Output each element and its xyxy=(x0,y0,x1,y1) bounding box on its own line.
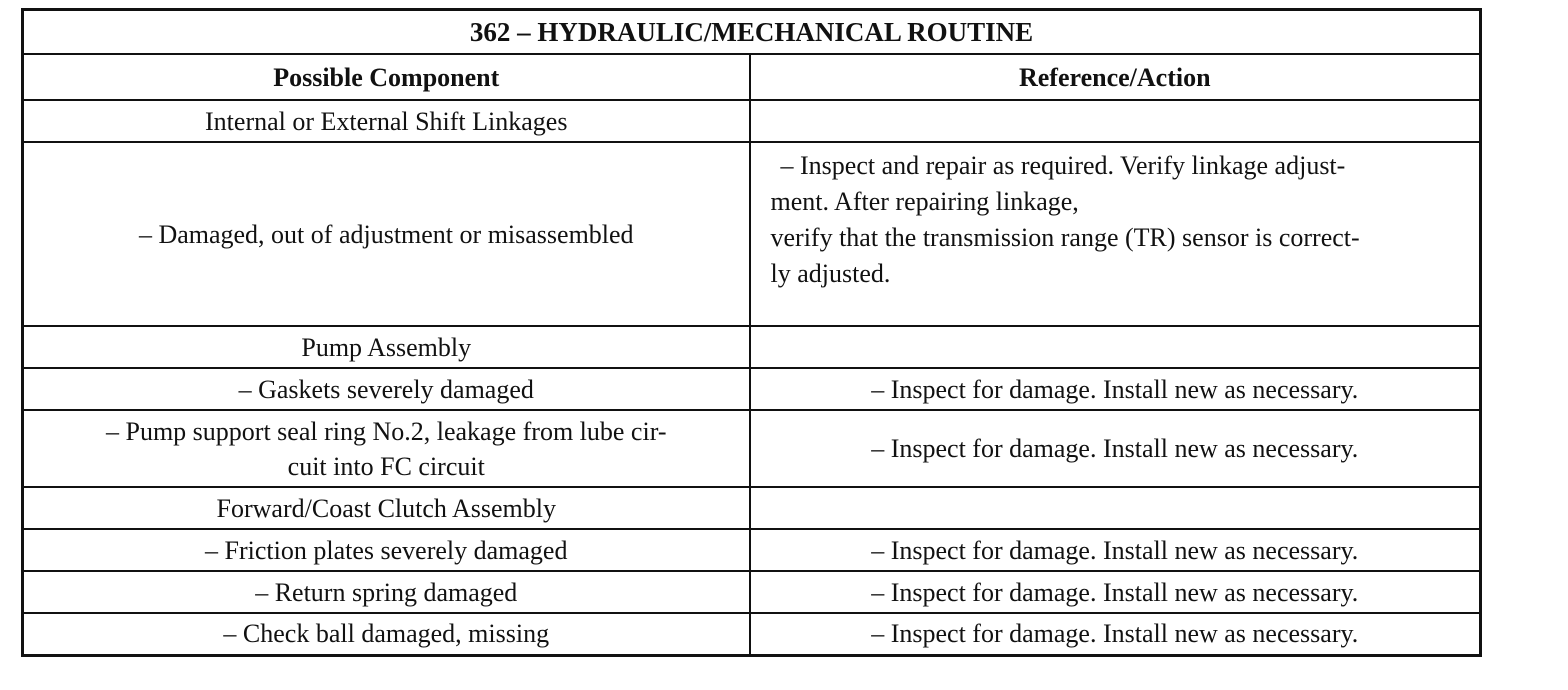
component-cell: – Check ball damaged, missing xyxy=(23,613,750,655)
table-row xyxy=(23,571,1481,613)
table-header-row xyxy=(23,54,1481,100)
action-line: ment. After repairing linkage, xyxy=(770,187,1079,216)
action-cell: – Inspect for damage. Install new as necessary. xyxy=(750,571,1481,613)
header-possible-component: Possible Component xyxy=(23,54,750,100)
component-cell: – Return spring damaged xyxy=(23,571,750,613)
table-row xyxy=(23,529,1481,571)
action-cell: – Inspect for damage. Install new as necessary. xyxy=(750,529,1481,571)
action-cell xyxy=(750,326,1481,368)
action-cell: – Inspect for damage. Install new as necessary. xyxy=(750,410,1481,487)
table-title-row xyxy=(23,10,1481,55)
table-row xyxy=(23,142,1481,326)
table-row xyxy=(23,613,1481,655)
table-row xyxy=(23,100,1481,142)
component-cell: – Damaged, out of adjustment or misassembled xyxy=(23,142,750,326)
component-cell: – Gaskets severely damaged xyxy=(23,368,750,410)
component-cell xyxy=(23,410,750,487)
table-title: 362 – HYDRAULIC/MECHANICAL ROUTINE xyxy=(23,10,1481,55)
action-cell xyxy=(750,100,1481,142)
action-line: ly adjusted. xyxy=(770,259,891,288)
action-cell: – Inspect for damage. Install new as necessary. xyxy=(750,368,1481,410)
action-line: – Inspect and repair as required. Verify linkage adjust- xyxy=(780,151,1346,180)
action-cell xyxy=(750,487,1481,529)
component-cell: Forward/Coast Clutch Assembly xyxy=(23,487,750,529)
header-reference-action: Reference/Action xyxy=(750,54,1481,100)
document-page xyxy=(21,8,1479,657)
table-row xyxy=(23,410,1481,487)
component-line: cuit into FC circuit xyxy=(287,451,485,481)
component-cell: Pump Assembly xyxy=(23,326,750,368)
table-row xyxy=(23,368,1481,410)
action-cell xyxy=(750,142,1481,326)
table-row xyxy=(23,326,1481,368)
component-cell: Internal or External Shift Linkages xyxy=(23,100,750,142)
action-line: verify that the transmission range (TR) sensor is correct- xyxy=(770,223,1360,252)
component-line: – Pump support seal ring No.2, leakage from lube cir- xyxy=(105,416,667,446)
component-cell: – Friction plates severely damaged xyxy=(23,529,750,571)
hydraulic-mechanical-routine-table xyxy=(21,8,1482,657)
action-cell: – Inspect for damage. Install new as necessary. xyxy=(750,613,1481,655)
table-row xyxy=(23,487,1481,529)
